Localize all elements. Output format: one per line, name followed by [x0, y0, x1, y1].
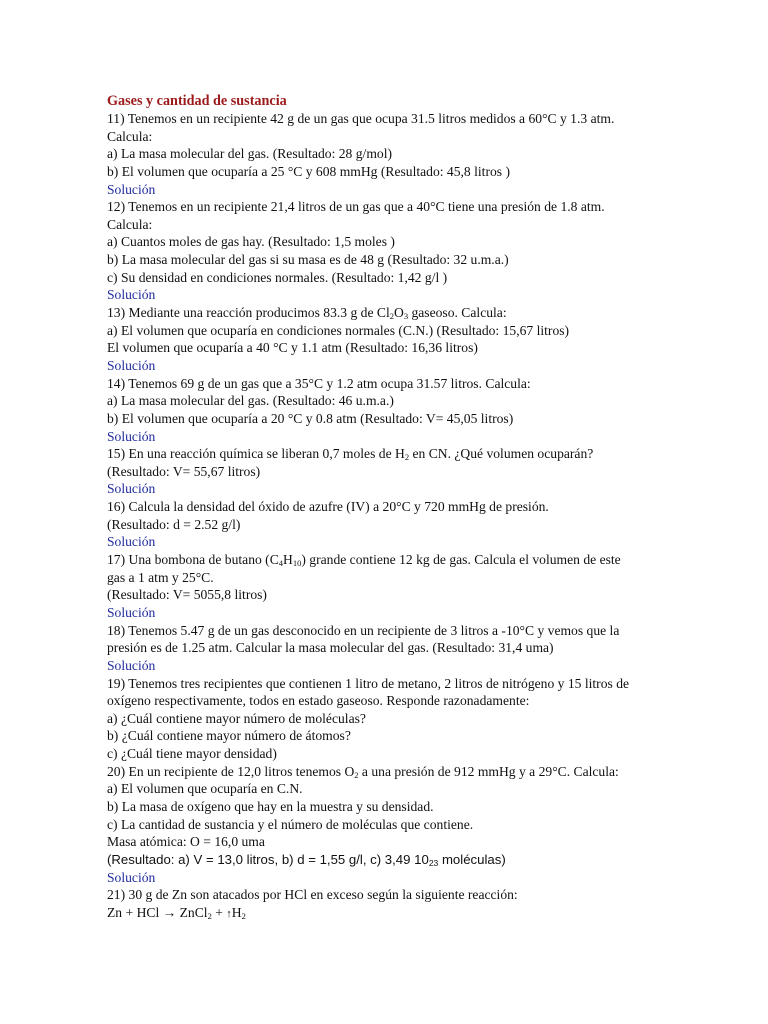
problem-16-result: (Resultado: d = 2.52 g/l) [107, 516, 241, 532]
problem-12-part-b: b) La masa molecular del gas si su masa es de 48 g (Resultado: 32 u.m.a.) [107, 252, 509, 268]
problem-19-part-a: a) ¿Cuál contiene mayor número de moléculas? [107, 710, 366, 726]
problem-14-statement: 14) Tenemos 69 g de un gas que a 35°C y 1.2 atm ocupa 31.57 litros. Calcula: [107, 375, 531, 391]
problem-11-calcula: Calcula: [107, 128, 153, 144]
solution-link-14[interactable]: Solución [107, 428, 156, 444]
document-page [107, 92, 747, 921]
problem-20-part-c: c) La cantidad de sustancia y el número de moléculas que contiene. [107, 816, 474, 832]
problem-11-part-b: b) El volumen que ocuparía a 25 °C y 608 mmHg (Resultado: 45,8 litros ) [107, 163, 510, 179]
problem-12-part-c: c) Su densidad en condiciones normales. (Resultado: 1,42 g/l ) [107, 269, 448, 285]
problem-20-atomic-mass: Masa atómica: O = 16,0 uma [107, 834, 265, 850]
problem-19-statement: 19) Tenemos tres recipientes que contienen 1 litro de metano, 2 litros de nitrógeno y 15 litros de [107, 675, 630, 691]
problem-12-calcula: Calcula: [107, 216, 153, 232]
solution-link-12[interactable]: Solución [107, 287, 156, 303]
problem-11-statement: 11) Tenemos en un recipiente 42 g de un gas que ocupa 31.5 litros medidos a 60°C y 1.3 atm. [107, 111, 615, 126]
problem-13-part-a: a) El volumen que ocuparía en condiciones normales (C.N.) (Resultado: 15,67 litros) [107, 322, 570, 338]
solution-link-20[interactable]: Solución [107, 869, 156, 885]
solution-link-11[interactable]: Solución [107, 181, 156, 197]
problem-17-result: (Resultado: V= 5055,8 litros) [107, 587, 267, 603]
problem-11-part-a: a) La masa molecular del gas. (Resultado: 28 g/mol) [107, 146, 393, 162]
problem-17-statement-cont: gas a 1 atm y 25°C. [107, 569, 214, 585]
page-title: Gases y cantidad de sustancia [107, 93, 287, 109]
problem-16-statement: 16) Calcula la densidad del óxido de azufre (IV) a 20°C y 720 mmHg de presión. [107, 499, 549, 515]
problem-20-statement: 20) En un recipiente de 12,0 litros tenemos $O_2$ a una presión de 912 mmHg y a 29°C. Calcula: [107, 763, 619, 780]
problem-14-part-a: a) La masa molecular del gas. (Resultado: 46 u.m.a.) [107, 393, 394, 409]
problem-20-part-b: b) La masa de oxígeno que hay en la muestra y su densidad. [107, 798, 434, 814]
problem-18-statement-cont: presión es de 1.25 atm. Calcular la masa molecular del gas. (Resultado: 31,4 uma) [107, 640, 554, 656]
problem-12-statement: 12) Tenemos en un recipiente 21,4 litros de un gas que a 40°C tiene una presión de 1.8 atm. [107, 199, 605, 215]
problem-21-statement: 21) 30 g de Zn son atacados por HCl en exceso según la siguiente reacción: [107, 887, 518, 903]
solution-link-17[interactable]: Solución [107, 604, 156, 620]
problem-15-result: (Resultado: V= 55,67 litros) [107, 463, 261, 479]
problem-17-statement: 17) Una bombona de butano $(C_4H_{10})$ grande contiene 12 kg de gas. Calcula el volumen de este [107, 552, 621, 569]
problem-18-statement: 18) Tenemos 5.47 g de un gas desconocido en un recipiente de 3 litros a -10°C y vemos que la [107, 622, 620, 638]
solution-link-15[interactable]: Solución [107, 481, 156, 497]
problem-13-statement: 13) Mediante una reacción producimos 83.3 g de $Cl_2O_3$ gaseoso. Calcula: [107, 305, 507, 322]
solution-link-13[interactable]: Solución [107, 357, 156, 373]
problem-14-part-b: b) El volumen que ocuparía a 20 °C y 0.8 atm (Resultado: V= 45,05 litros) [107, 410, 514, 426]
solution-link-18[interactable]: Solución [107, 657, 156, 673]
gas-release-arrow-icon: ↑ [226, 907, 232, 920]
problem-12-part-a: a) Cuantos moles de gas hay. (Resultado: 1,5 moles ) [107, 234, 395, 250]
problem-19-statement-cont: oxígeno respectivamente, todos en estado gaseoso. Responde razonadamente: [107, 693, 530, 709]
problem-15-statement: 15) En una reacción química se liberan 0,7 moles de $H_2$ en CN. ¿Qué volumen ocuparán? [107, 446, 594, 463]
problem-19-part-c: c) ¿Cuál tiene mayor densidad) [107, 746, 277, 762]
solution-link-16[interactable]: Solución [107, 534, 156, 550]
problem-13-part-b: El volumen que ocuparía a 40 °C y 1.1 atm (Resultado: 16,36 litros) [107, 340, 478, 356]
problem-21-equation: Zn + HCl → ZnCl$_2$ + $↑H_2$ [107, 904, 246, 921]
problem-20-result: (Resultado: a) V = 13,0 litros, b) d = 1,55 g/l, c) 3,49 $10_{23}$ moléculas) [107, 851, 506, 868]
problem-19-part-b: b) ¿Cuál contiene mayor número de átomos? [107, 728, 351, 744]
problem-20-part-a: a) El volumen que ocuparía en C.N. [107, 781, 303, 797]
